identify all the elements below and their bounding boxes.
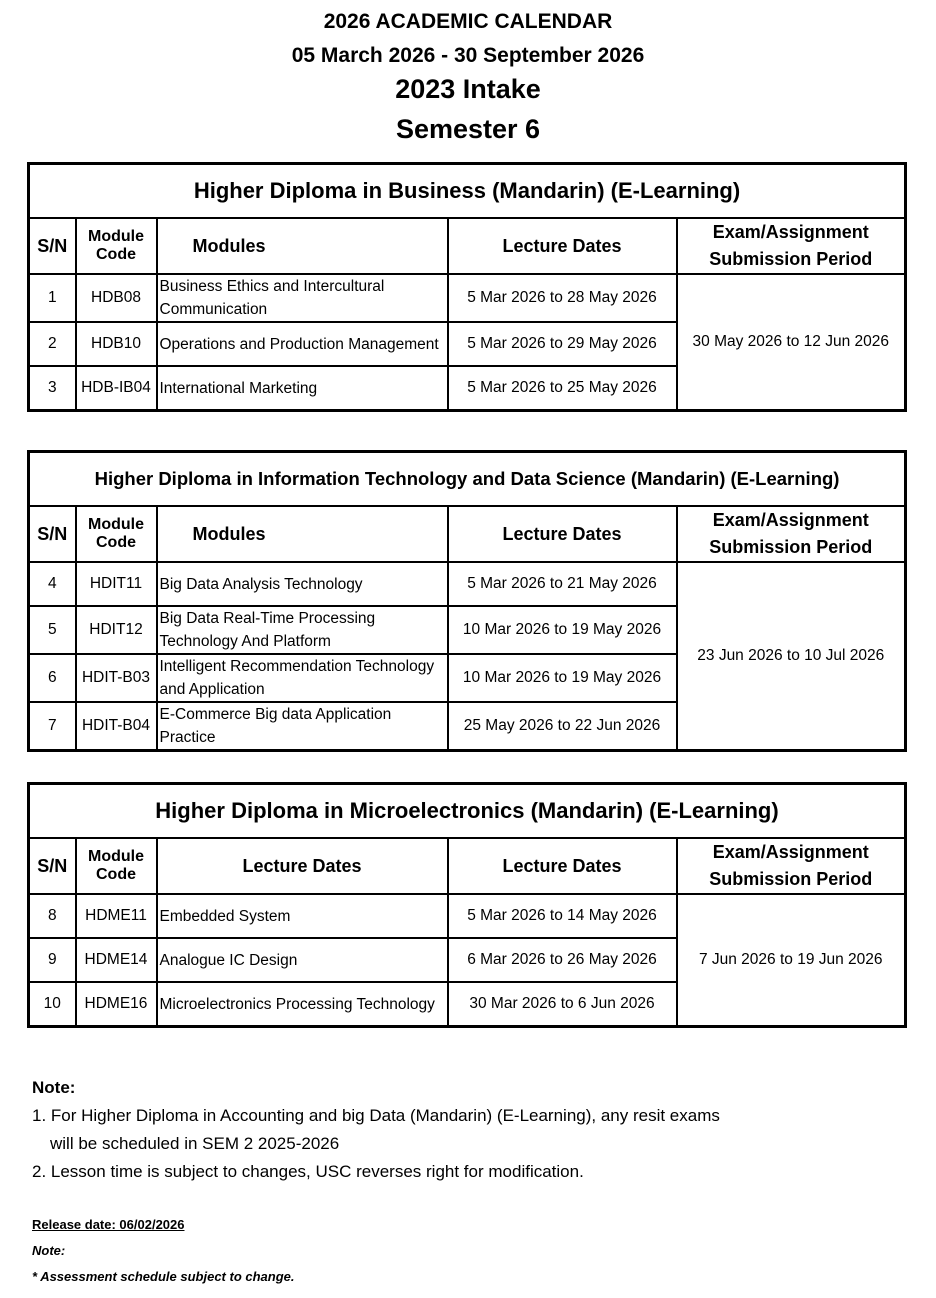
calendar-period: 05 March 2026 - 30 September 2026 [291, 44, 645, 67]
module-name-cell: Microelectronics Processing Technology [157, 982, 448, 1027]
lecture-dates-cell: 6 Mar 2026 to 26 May 2026 [448, 938, 677, 982]
table-title: Higher Diploma in Information Technology and Data Science (Mandarin) (E-Learning) [29, 452, 906, 507]
notes-heading: Note: [32, 1078, 76, 1097]
column-header-lecture-dates: Lecture Dates [448, 838, 677, 894]
column-header-modules: Modules [157, 506, 448, 562]
column-header-module-code: Module Code [76, 506, 157, 562]
business-schedule-table [27, 162, 907, 412]
column-header-lecture-dates: Lecture Dates [448, 506, 677, 562]
release-date: Release date: 06/02/2026 [32, 1217, 185, 1232]
sn-cell: 4 [29, 562, 76, 606]
lecture-dates-cell: 5 Mar 2026 to 14 May 2026 [448, 894, 677, 938]
column-header-sn: S/N [29, 218, 76, 274]
column-header-lecture-dates: Lecture Dates [448, 218, 677, 274]
microelectronics-schedule-table [27, 782, 907, 1028]
module-name-cell: Big Data Real-Time Processing Technology And Platform [157, 606, 448, 654]
it-data-science-schedule-table [27, 450, 907, 752]
module-code-cell: HDIT12 [76, 606, 157, 654]
lecture-dates-cell: 5 Mar 2026 to 29 May 2026 [448, 322, 677, 366]
module-code-cell: HDIT11 [76, 562, 157, 606]
lecture-dates-cell: 10 Mar 2026 to 19 May 2026 [448, 654, 677, 702]
table-row [29, 562, 906, 606]
module-name-cell: International Marketing [157, 366, 448, 411]
table-title: Higher Diploma in Microelectronics (Mandarin) (E-Learning) [29, 784, 906, 839]
column-header-modules: Lecture Dates [157, 838, 448, 894]
sn-cell: 10 [29, 982, 76, 1027]
footer-note-label: Note: [32, 1243, 66, 1258]
semester-label: Semester 6 [395, 114, 541, 144]
lecture-dates-cell: 30 Mar 2026 to 6 Jun 2026 [448, 982, 677, 1027]
lecture-dates-cell: 10 Mar 2026 to 19 May 2026 [448, 606, 677, 654]
sn-cell: 8 [29, 894, 76, 938]
sn-cell: 1 [29, 274, 76, 322]
module-code-cell: HDIT-B04 [76, 702, 157, 751]
exam-period-cell: 7 Jun 2026 to 19 Jun 2026 [677, 894, 906, 1027]
module-name-cell: Embedded System [157, 894, 448, 938]
module-code-cell: HDIT-B03 [76, 654, 157, 702]
table-title: Higher Diploma in Business (Mandarin) (E-Learning) [29, 164, 906, 219]
note-item-1-continued: will be scheduled in SEM 2 2025-2026 [50, 1134, 340, 1153]
note-item-2: 2. Lesson time is subject to changes, USC reverses right for modification. [32, 1162, 584, 1181]
notes-section [32, 1074, 720, 1186]
sn-cell: 6 [29, 654, 76, 702]
exam-period-cell: 23 Jun 2026 to 10 Jul 2026 [677, 562, 906, 751]
column-header-module-code: Module Code [76, 838, 157, 894]
module-code-cell: HDB08 [76, 274, 157, 322]
column-header-sn: S/N [29, 838, 76, 894]
module-name-cell: Big Data Analysis Technology [157, 562, 448, 606]
lecture-dates-cell: 5 Mar 2026 to 25 May 2026 [448, 366, 677, 411]
table-row [29, 274, 906, 322]
module-name-cell: E-Commerce Big data Application Practice [157, 702, 448, 751]
column-header-modules: Modules [157, 218, 448, 274]
column-header-sn: S/N [29, 506, 76, 562]
column-header-exam-period: Exam/Assignment Submission Period [677, 838, 906, 894]
calendar-title: 2026 ACADEMIC CALENDAR [323, 10, 613, 33]
module-code-cell: HDB10 [76, 322, 157, 366]
module-code-cell: HDME16 [76, 982, 157, 1027]
module-code-cell: HDME11 [76, 894, 157, 938]
lecture-dates-cell: 5 Mar 2026 to 28 May 2026 [448, 274, 677, 322]
note-item-1: 1. For Higher Diploma in Accounting and big Data (Mandarin) (E-Learning), any resit exams [32, 1106, 720, 1125]
sn-cell: 3 [29, 366, 76, 411]
footer-section [32, 1212, 295, 1290]
lecture-dates-cell: 5 Mar 2026 to 21 May 2026 [448, 562, 677, 606]
sn-cell: 5 [29, 606, 76, 654]
column-header-exam-period: Exam/Assignment Submission Period [677, 218, 906, 274]
module-code-cell: HDME14 [76, 938, 157, 982]
column-header-module-code: Module Code [76, 218, 157, 274]
assessment-note: * Assessment schedule subject to change. [32, 1269, 295, 1284]
module-name-cell: Analogue IC Design [157, 938, 448, 982]
lecture-dates-cell: 25 May 2026 to 22 Jun 2026 [448, 702, 677, 751]
exam-period-cell: 30 May 2026 to 12 Jun 2026 [677, 274, 906, 411]
sn-cell: 2 [29, 322, 76, 366]
intake-label: 2023 Intake [395, 74, 541, 104]
table-row [29, 894, 906, 938]
sn-cell: 9 [29, 938, 76, 982]
module-name-cell: Business Ethics and Intercultural Communication [157, 274, 448, 322]
sn-cell: 7 [29, 702, 76, 751]
column-header-exam-period: Exam/Assignment Submission Period [677, 506, 906, 562]
module-code-cell: HDB-IB04 [76, 366, 157, 411]
module-name-cell: Operations and Production Management [157, 322, 448, 366]
module-name-cell: Intelligent Recommendation Technology and Application [157, 654, 448, 702]
